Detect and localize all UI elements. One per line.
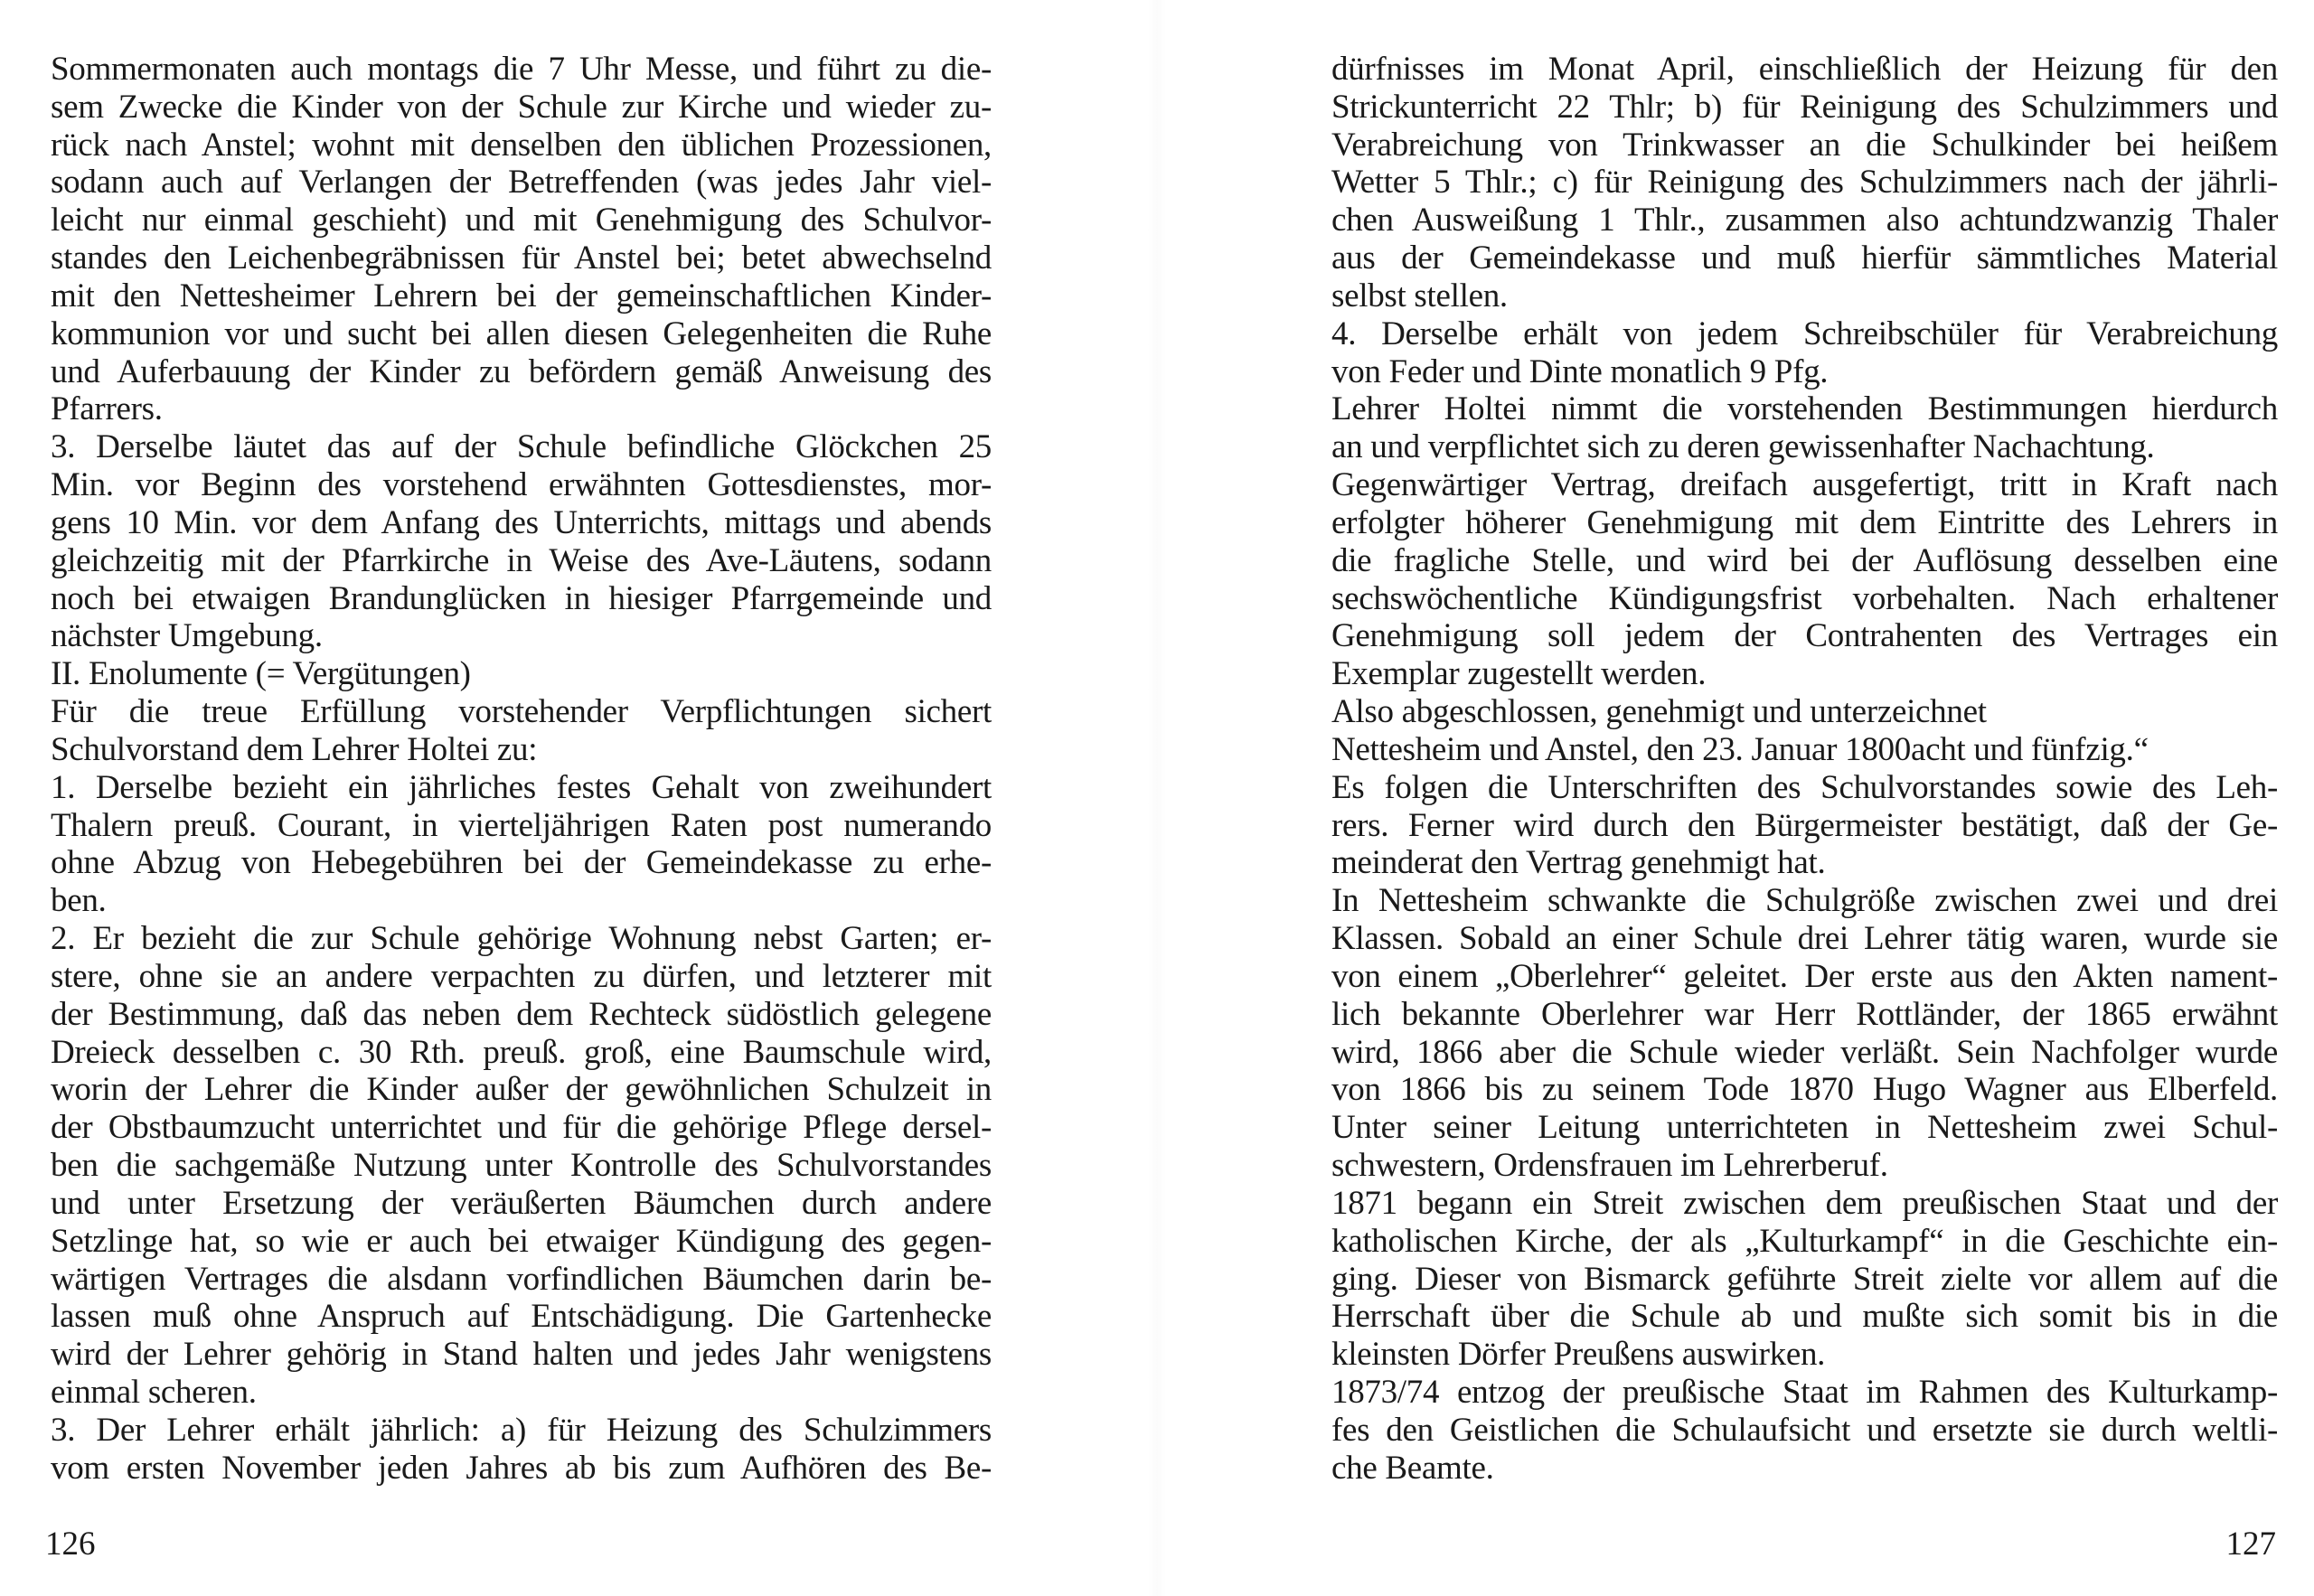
text-line: und unter Ersetzung der veräußerten Bäumchen durch andere — [51, 1184, 992, 1222]
text-line: vom ersten November jeden Jahres ab bis zum Aufhören des Be- — [51, 1449, 992, 1487]
text-line: 2. Er bezieht die zur Schule gehörige Wohnung nebst Garten; er- — [51, 920, 992, 958]
text-line: Nettesheim und Anstel, den 23. Januar 1800acht und fünfzig.“ — [1331, 730, 2149, 768]
text-line: In Nettesheim schwankte die Schulgröße zwischen zwei und drei — [1331, 882, 2278, 920]
text-line: standes den Leichenbegräbnissen für Anstel bei; betet abwechselnd — [51, 239, 992, 277]
left-page-text-column — [51, 51, 992, 1487]
text-line: einmal scheren. — [51, 1373, 257, 1411]
text-line: Klassen. Sobald an einer Schule drei Lehrer tätig waren, wurde sie — [1331, 920, 2278, 958]
text-line: 1871 begann ein Streit zwischen dem preußischen Staat und der — [1331, 1184, 2278, 1222]
page-number-left: 126 — [45, 1526, 96, 1563]
text-line: sodann auch auf Verlangen der Betreffenden (was jedes Jahr viel- — [51, 164, 992, 202]
text-line: 3. Derselbe läutet das auf der Schule befindliche Glöckchen 25 — [51, 428, 992, 466]
text-line: der Obstbaumzucht unterrichtet und für die gehörige Pflege dersel- — [51, 1109, 992, 1147]
text-line: aus der Gemeindekasse und muß hierfür sämmtliches Material — [1331, 239, 2278, 277]
text-line: rers. Ferner wird durch den Bürgermeister bestätigt, daß der Ge- — [1331, 806, 2278, 844]
text-line: lich bekannte Oberlehrer war Herr Rottländer, der 1865 erwähnt — [1331, 995, 2278, 1033]
text-line: ohne Abzug von Hebegebühren bei der Gemeindekasse zu erhe- — [51, 844, 992, 882]
text-line: ben die sachgemäße Nutzung unter Kontrolle des Schulvorstandes — [51, 1147, 992, 1185]
text-line: Für die treue Erfüllung vorstehender Verpflichtungen sichert — [51, 693, 992, 731]
text-line: Dreieck desselben c. 30 Rth. preuß. groß, eine Baumschule wird, — [51, 1033, 992, 1071]
text-line: 1. Derselbe bezieht ein jährliches festes Gehalt von zweihundert — [51, 768, 992, 806]
text-line: che Beamte. — [1331, 1449, 1494, 1487]
text-line: 4. Derselbe erhält von jedem Schreibschüler für Verabreichung — [1331, 315, 2278, 352]
text-line: gens 10 Min. vor dem Anfang des Unterrichts, mittags und abends — [51, 503, 992, 541]
text-line: meinderat den Vertrag genehmigt hat. — [1331, 844, 1826, 882]
text-line: der Bestimmung, daß das neben dem Rechteck südöstlich gelegene — [51, 995, 992, 1033]
text-line: Also abgeschlossen, genehmigt und unterzeichnet — [1331, 693, 1987, 731]
text-line: wärtigen Vertrages die alsdann vorfindlichen Bäumchen darin be- — [51, 1260, 992, 1298]
text-line: mit den Nettesheimer Lehrern bei der gemeinschaftlichen Kinder- — [51, 277, 992, 315]
text-line: sem Zwecke die Kinder von der Schule zur Kirche und wieder zu- — [51, 88, 992, 126]
text-line: noch bei etwaigen Brandunglücken in hiesiger Pfarrgemeinde und — [51, 579, 992, 617]
text-line: wird, 1866 aber die Schule wieder verläßt. Sein Nachfolger wurde — [1331, 1033, 2278, 1071]
text-line: an und verpflichtet sich zu deren gewissenhafter Nachachtung. — [1331, 428, 2155, 466]
text-line: dürfnisses im Monat April, einschließlich der Heizung für den — [1331, 51, 2278, 88]
text-line: von 1866 bis zu seinem Tode 1870 Hugo Wagner aus Elberfeld. — [1331, 1071, 2278, 1109]
text-line: ben. — [51, 882, 107, 920]
text-line: schwestern, Ordensfrauen im Lehrerberuf. — [1331, 1147, 1888, 1185]
text-line: kleinsten Dörfer Preußens auswirken. — [1331, 1336, 1826, 1374]
text-line: Gegenwärtiger Vertrag, dreifach ausgefertigt, tritt in Kraft nach — [1331, 466, 2278, 504]
right-page — [1157, 0, 2314, 1596]
text-line: die fragliche Stelle, und wird bei der Auflösung desselben eine — [1331, 541, 2278, 579]
text-line: 3. Der Lehrer erhält jährlich: a) für Heizung des Schulzimmers — [51, 1411, 992, 1449]
text-line: Wetter 5 Thlr.; c) für Reinigung des Schulzimmers nach der jährli- — [1331, 164, 2278, 202]
text-line: Sommermonaten auch montags die 7 Uhr Messe, und führt zu die- — [51, 51, 992, 88]
text-line: von einem „Oberlehrer“ geleitet. Der erste aus den Akten nament- — [1331, 957, 2278, 995]
text-line: nächster Umgebung. — [51, 617, 323, 655]
text-line: Setzlinge hat, so wie er auch bei etwaiger Kündigung des gegen- — [51, 1222, 992, 1260]
text-line: leicht nur einmal geschieht) und mit Genehmigung des Schulvor- — [51, 202, 992, 239]
text-line: Genehmigung soll jedem der Contrahenten des Vertrages ein — [1331, 617, 2278, 655]
text-line: fes den Geistlichen die Schulaufsicht und ersetzte sie durch weltli- — [1331, 1411, 2278, 1449]
text-line: rück nach Anstel; wohnt mit denselben den üblichen Prozessionen, — [51, 126, 992, 164]
text-line: Strickunterricht 22 Thlr; b) für Reinigung des Schulzimmers und — [1331, 88, 2278, 126]
text-line: Exemplar zugestellt werden. — [1331, 655, 1707, 693]
right-page-text-column — [1331, 51, 2278, 1487]
text-line: Herrschaft über die Schule ab und mußte sich somit bis in die — [1331, 1298, 2278, 1336]
text-line: Verabreichung von Trinkwasser an die Schulkinder bei heißem — [1331, 126, 2278, 164]
text-line: Unter seiner Leitung unterrichteten in Nettesheim zwei Schul- — [1331, 1109, 2278, 1147]
text-line: katholischen Kirche, der als „Kulturkampf“ in die Geschichte ein- — [1331, 1222, 2278, 1260]
text-line: Es folgen die Unterschriften des Schulvorstandes sowie des Leh- — [1331, 768, 2278, 806]
text-line: stere, ohne sie an andere verpachten zu dürfen, und letzterer mit — [51, 957, 992, 995]
text-line: worin der Lehrer die Kinder außer der gewöhnlichen Schulzeit in — [51, 1071, 992, 1109]
text-line: ging. Dieser von Bismarck geführte Streit zielte vor allem auf die — [1331, 1260, 2278, 1298]
text-line: von Feder und Dinte monatlich 9 Pfg. — [1331, 352, 1829, 390]
text-line: gleichzeitig mit der Pfarrkirche in Weise des Ave-Läutens, sodann — [51, 541, 992, 579]
text-line: Schulvorstand dem Lehrer Holtei zu: — [51, 730, 538, 768]
text-line: sechswöchentliche Kündigungsfrist vorbehalten. Nach erhaltener — [1331, 579, 2278, 617]
text-line: selbst stellen. — [1331, 277, 1508, 315]
text-line: Thalern preuß. Courant, in vierteljährigen Raten post numerando — [51, 806, 992, 844]
text-line: und Auferbauung der Kinder zu befördern gemäß Anweisung des — [51, 352, 992, 390]
text-line: II. Enolumente (= Vergütungen) — [51, 655, 471, 693]
text-line: wird der Lehrer gehörig in Stand halten und jedes Jahr wenigstens — [51, 1336, 992, 1374]
text-line: Pfarrers. — [51, 390, 163, 428]
page-number-right: 127 — [2225, 1526, 2276, 1563]
text-line: Min. vor Beginn des vorstehend erwähnten Gottesdienstes, mor- — [51, 466, 992, 504]
text-line: lassen muß ohne Anspruch auf Entschädigung. Die Gartenhecke — [51, 1298, 992, 1336]
text-line: Lehrer Holtei nimmt die vorstehenden Bestimmungen hierdurch — [1331, 390, 2278, 428]
text-line: 1873/74 entzog der preußische Staat im Rahmen des Kulturkamp- — [1331, 1373, 2278, 1411]
text-line: kommunion vor und sucht bei allen diesen Gelegenheiten die Ruhe — [51, 315, 992, 352]
text-line: erfolgter höherer Genehmigung mit dem Eintritte des Lehrers in — [1331, 503, 2278, 541]
text-line: chen Ausweißung 1 Thlr., zusammen also achtundzwanzig Thaler — [1331, 202, 2278, 239]
